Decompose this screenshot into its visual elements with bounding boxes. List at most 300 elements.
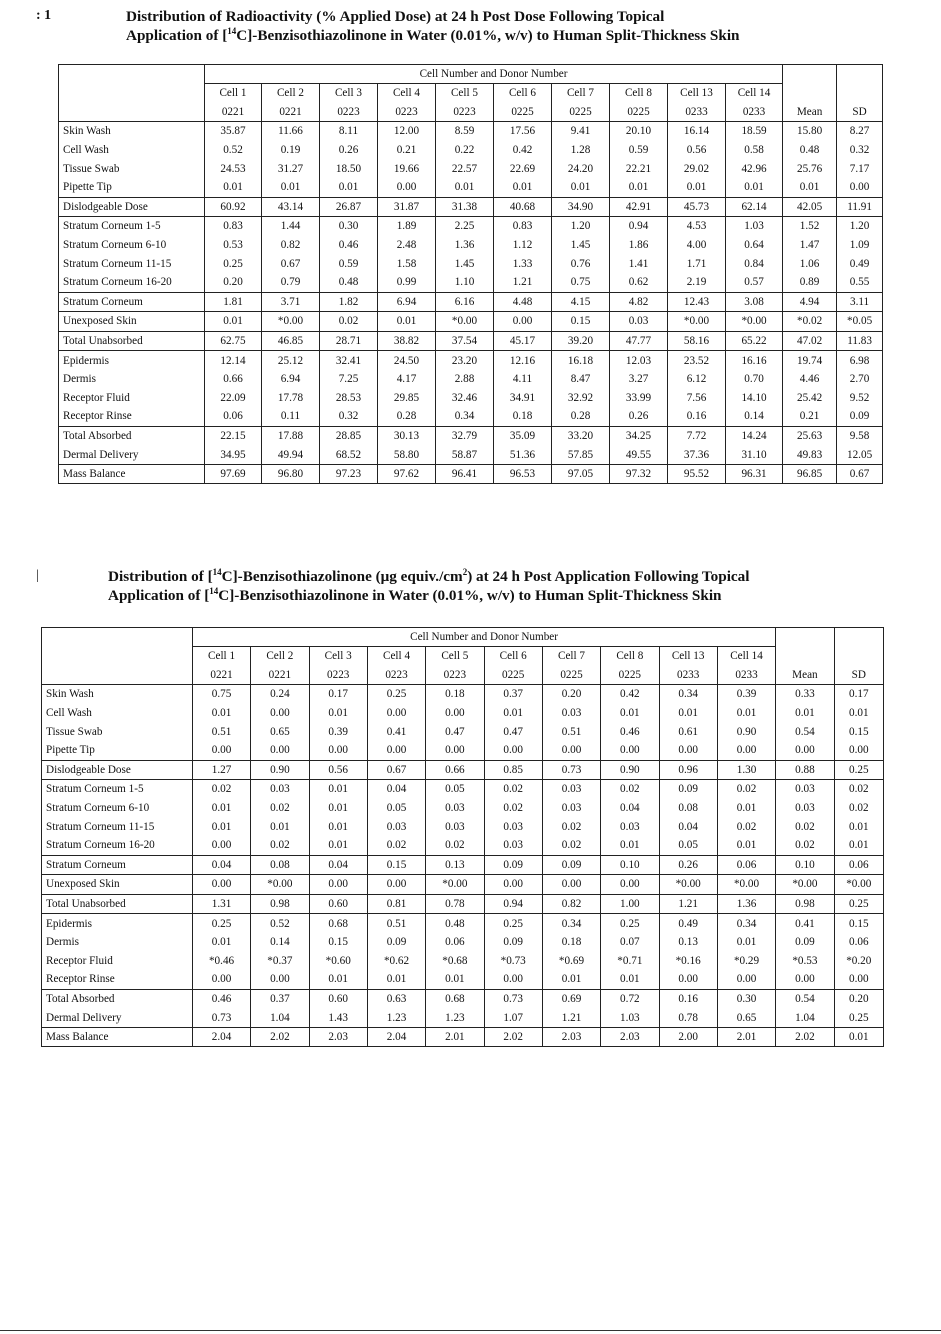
data-cell: 0.00: [367, 875, 425, 895]
data-cell: 6.94: [262, 370, 320, 389]
data-cell: 0.01: [205, 312, 262, 332]
sd-cell: 0.15: [848, 725, 869, 738]
data-cell: 2.01: [426, 1027, 484, 1047]
data-cell: 0.37: [484, 685, 542, 704]
data-cell: 0.15: [552, 312, 610, 332]
data-cell: 0.99: [378, 273, 436, 292]
data-cell: 0.28: [552, 407, 610, 426]
mean-cell: *0.02: [783, 312, 837, 332]
table-row: [42, 685, 884, 704]
data-cell: 65.22: [726, 331, 783, 351]
mean-header: Mean: [783, 103, 837, 122]
data-cell: 1.43: [309, 1008, 367, 1027]
data-cell: 30.13: [378, 426, 436, 445]
row-label: Mass Balance: [59, 464, 205, 484]
data-cell: 0.02: [542, 817, 600, 836]
data-cell: 1.58: [378, 254, 436, 273]
sd-cell: 0.00: [834, 741, 883, 760]
table-row: [42, 970, 884, 989]
data-cell: 0.00: [367, 704, 425, 723]
data-cell: 0.00: [717, 741, 775, 760]
mean-cell: 0.41: [776, 914, 834, 933]
data-cell: 28.71: [320, 331, 378, 351]
data-cell: 0.01: [309, 836, 367, 855]
data-cell: 46.85: [262, 331, 320, 351]
data-cell: *0.29: [717, 952, 775, 971]
data-cell: 97.23: [320, 464, 378, 484]
table2-title: [108, 567, 749, 605]
mean-cell: 49.83: [783, 445, 837, 464]
data-cell: 37.54: [436, 331, 494, 351]
donor-header: 0233: [717, 666, 775, 685]
data-cell: 1.81: [205, 292, 262, 312]
data-cell: 0.58: [726, 141, 783, 160]
table1-data-table: [58, 64, 883, 484]
sd-header-spacer: [837, 65, 883, 84]
data-cell: 0.46: [601, 722, 659, 741]
data-cell: 0.85: [484, 760, 542, 780]
data-cell: 0.00: [659, 970, 717, 989]
data-cell: 0.66: [426, 760, 484, 780]
mean-header: Mean: [776, 666, 834, 685]
data-cell: 40.68: [494, 197, 552, 217]
mean-cell: 19.74: [783, 351, 837, 370]
data-cell: 0.01: [494, 178, 552, 197]
data-cell: 0.42: [494, 141, 552, 160]
data-cell: 97.32: [610, 464, 668, 484]
sd-cell: 0.25: [834, 894, 883, 914]
data-cell: 29.02: [668, 159, 726, 178]
data-cell: 0.03: [484, 817, 542, 836]
data-cell: 96.31: [726, 464, 783, 484]
row-label: Stratum Corneum 16-20: [59, 273, 205, 292]
data-cell: 0.98: [251, 894, 309, 914]
header-row-group: [42, 628, 884, 647]
data-cell: 0.00: [426, 704, 484, 723]
mean-cell: 0.89: [783, 273, 837, 292]
donor-header: 0225: [601, 666, 659, 685]
data-cell: 1.36: [436, 236, 494, 255]
row-label: Dermal Delivery: [59, 445, 205, 464]
row-label: Stratum Corneum 11-15: [59, 254, 205, 273]
sd-cell: 0.02: [848, 802, 869, 815]
data-cell: 0.19: [262, 141, 320, 160]
donor-header: 0223: [309, 666, 367, 685]
data-cell: 0.01: [367, 970, 425, 989]
data-cell: 2.04: [367, 1027, 425, 1047]
data-cell: 12.43: [668, 292, 726, 312]
data-cell: 0.25: [192, 914, 250, 933]
data-cell: 0.01: [251, 817, 309, 836]
data-cell: 0.34: [659, 685, 717, 704]
data-cell: 1.12: [494, 236, 552, 255]
data-cell: 0.90: [601, 760, 659, 780]
data-cell: 95.52: [668, 464, 726, 484]
data-cell: 1.04: [251, 1008, 309, 1027]
corner-cell-3: [59, 103, 205, 122]
corner-cell-3: [42, 666, 193, 685]
table-row: [42, 894, 884, 914]
data-cell: 0.39: [717, 685, 775, 704]
data-cell: 0.03: [542, 799, 600, 818]
data-cell: 0.37: [251, 989, 309, 1008]
data-cell: 8.11: [320, 122, 378, 141]
data-cell: 0.34: [717, 914, 775, 933]
donor-header: 0223: [320, 103, 378, 122]
sd-cell: 0.67: [837, 464, 883, 484]
row-label: Dermal Delivery: [42, 1008, 193, 1027]
mean-cell: 0.01: [783, 178, 837, 197]
data-cell: 0.09: [659, 780, 717, 799]
data-cell: 0.42: [601, 685, 659, 704]
data-cell: 8.47: [552, 370, 610, 389]
data-cell: 22.15: [205, 426, 262, 445]
table-row: [59, 331, 883, 351]
data-cell: 0.41: [367, 722, 425, 741]
data-cell: 0.02: [484, 799, 542, 818]
donor-header: 0225: [484, 666, 542, 685]
data-cell: 0.65: [717, 1008, 775, 1027]
data-cell: 0.00: [484, 875, 542, 895]
data-cell: 0.00: [542, 741, 600, 760]
data-cell: 0.84: [726, 254, 783, 273]
table-row: [42, 989, 884, 1008]
data-cell: 0.94: [484, 894, 542, 914]
cell-header: Cell 8: [601, 647, 659, 666]
data-cell: 2.04: [192, 1027, 250, 1047]
header-row-donors: [59, 103, 883, 122]
data-cell: 62.14: [726, 197, 783, 217]
data-cell: 1.36: [717, 894, 775, 914]
data-cell: 0.83: [205, 217, 262, 236]
mean-cell: 0.00: [776, 970, 834, 989]
data-cell: 0.78: [426, 894, 484, 914]
data-cell: 0.20: [205, 273, 262, 292]
row-label: Dermis: [42, 933, 193, 952]
data-cell: 43.14: [262, 197, 320, 217]
data-cell: 0.01: [426, 970, 484, 989]
row-label: Receptor Fluid: [59, 389, 205, 408]
data-cell: 22.57: [436, 159, 494, 178]
table2-data-table: [41, 627, 884, 1047]
table-row: [42, 760, 884, 780]
sd-cell: 0.06: [848, 936, 869, 949]
table-row: [59, 370, 883, 389]
data-cell: 31.10: [726, 445, 783, 464]
table1-title-line2: Application of [$^{14}$C]-Benzisothiazolinone in Water (0.01%, w/v) to Human Split-Thickness Skin: [126, 25, 740, 44]
data-cell: 0.01: [601, 704, 659, 723]
data-cell: 0.26: [659, 855, 717, 875]
data-cell: 32.79: [436, 426, 494, 445]
cell-header: Cell 13: [668, 84, 726, 103]
row-label: Dermis: [59, 370, 205, 389]
data-cell: 0.75: [192, 685, 250, 704]
data-cell: 0.03: [426, 799, 484, 818]
data-cell: 0.04: [192, 855, 250, 875]
data-cell: 2.02: [484, 1027, 542, 1047]
header-row-donors: [42, 666, 884, 685]
sd-cell: 6.98: [849, 354, 870, 367]
sd-cell: 0.32: [849, 144, 870, 157]
data-cell: 0.16: [659, 989, 717, 1008]
row-label: Dislodgeable Dose: [42, 760, 193, 780]
sd-cell: *0.20: [846, 954, 872, 967]
data-cell: 0.20: [542, 685, 600, 704]
data-cell: 0.06: [426, 933, 484, 952]
row-label: Skin Wash: [42, 685, 193, 704]
mean-cell: 47.02: [783, 331, 837, 351]
data-cell: 0.90: [717, 722, 775, 741]
data-cell: 6.16: [436, 292, 494, 312]
cell-header: Cell 8: [610, 84, 668, 103]
data-cell: 49.55: [610, 445, 668, 464]
data-cell: 31.27: [262, 159, 320, 178]
data-cell: 31.87: [378, 197, 436, 217]
table-row: [59, 217, 883, 236]
data-cell: 1.21: [494, 273, 552, 292]
data-cell: 0.17: [309, 685, 367, 704]
data-cell: 0.01: [610, 178, 668, 197]
data-cell: 0.65: [251, 722, 309, 741]
sd-cell: *0.05: [837, 312, 883, 332]
data-cell: 7.72: [668, 426, 726, 445]
header-row-cells: [59, 84, 883, 103]
row-label: Stratum Corneum: [59, 292, 205, 312]
data-cell: 22.69: [494, 159, 552, 178]
data-cell: *0.62: [367, 952, 425, 971]
data-cell: 0.03: [484, 836, 542, 855]
data-cell: 45.73: [668, 197, 726, 217]
data-cell: 0.51: [542, 722, 600, 741]
cell-header: Cell 2: [251, 647, 309, 666]
row-label: Tissue Swab: [59, 159, 205, 178]
donor-header: 0221: [262, 103, 320, 122]
data-cell: 33.20: [552, 426, 610, 445]
data-cell: 0.69: [542, 989, 600, 1008]
data-cell: 0.30: [320, 217, 378, 236]
data-cell: 0.09: [542, 855, 600, 875]
data-cell: 96.80: [262, 464, 320, 484]
donor-header: 0221: [192, 666, 250, 685]
data-cell: 2.19: [668, 273, 726, 292]
mean-cell: 0.03: [776, 780, 834, 799]
data-cell: 2.48: [378, 236, 436, 255]
data-cell: 60.92: [205, 197, 262, 217]
table-row: [59, 273, 883, 292]
sd-cell: 0.01: [834, 836, 883, 855]
data-cell: 0.01: [309, 704, 367, 723]
cell-header: Cell 7: [552, 84, 610, 103]
mean-cell: 96.85: [783, 464, 837, 484]
data-cell: 6.12: [668, 370, 726, 389]
sd-cell: 0.55: [837, 273, 883, 292]
sd-cell: 12.05: [837, 445, 883, 464]
data-cell: 0.26: [610, 407, 668, 426]
data-cell: 0.46: [320, 236, 378, 255]
data-cell: 62.75: [205, 331, 262, 351]
data-cell: 1.41: [610, 254, 668, 273]
data-cell: 97.69: [205, 464, 262, 484]
data-cell: 0.03: [426, 817, 484, 836]
data-cell: 38.82: [378, 331, 436, 351]
data-cell: 0.59: [610, 141, 668, 160]
data-cell: 0.09: [484, 855, 542, 875]
data-cell: 0.52: [205, 141, 262, 160]
data-cell: 0.00: [659, 741, 717, 760]
data-cell: 0.14: [251, 933, 309, 952]
row-label: Skin Wash: [59, 122, 205, 141]
data-cell: 58.80: [378, 445, 436, 464]
data-cell: 0.14: [726, 407, 783, 426]
mean-cell: 4.94: [783, 292, 837, 312]
mean-cell: 0.88: [776, 760, 834, 780]
sd-cell: 3.11: [837, 292, 883, 312]
table-row: [59, 178, 883, 197]
data-cell: 0.04: [659, 817, 717, 836]
data-cell: 4.15: [552, 292, 610, 312]
sd-cell: 1.09: [849, 239, 870, 252]
data-cell: *0.00: [436, 312, 494, 332]
data-cell: 0.01: [192, 704, 250, 723]
data-cell: 6.94: [378, 292, 436, 312]
mean-cell: *0.53: [776, 952, 834, 971]
table-row: [42, 704, 884, 723]
cell-header: Cell 3: [309, 647, 367, 666]
data-cell: 0.02: [426, 836, 484, 855]
data-cell: 0.13: [426, 855, 484, 875]
mean-cell: 0.10: [776, 855, 834, 875]
table-row: [59, 159, 883, 178]
data-cell: 8.59: [436, 122, 494, 141]
cell-header: Cell 6: [484, 647, 542, 666]
table-row: [42, 933, 884, 952]
data-cell: 0.51: [367, 914, 425, 933]
data-cell: 0.63: [367, 989, 425, 1008]
data-cell: 0.03: [601, 817, 659, 836]
mean-cell: 1.04: [776, 1008, 834, 1027]
data-cell: 0.22: [436, 141, 494, 160]
table-row: [42, 780, 884, 799]
data-cell: 0.01: [668, 178, 726, 197]
data-cell: 0.06: [205, 407, 262, 426]
data-cell: 0.07: [601, 933, 659, 952]
data-cell: 0.18: [494, 407, 552, 426]
table-row: [59, 426, 883, 445]
data-cell: 0.01: [262, 178, 320, 197]
data-cell: 2.00: [659, 1027, 717, 1047]
data-cell: 97.62: [378, 464, 436, 484]
sd-cell: 0.17: [848, 688, 869, 701]
table-row: [59, 236, 883, 255]
data-cell: 26.87: [320, 197, 378, 217]
table1-title-line1: Distribution of Radioactivity (% Applied Dose) at 24 h Post Dose Following Topical: [126, 8, 665, 25]
data-cell: 0.56: [309, 760, 367, 780]
data-cell: 1.03: [601, 1008, 659, 1027]
table-row: [59, 197, 883, 217]
table-row: [59, 389, 883, 408]
row-label: Cell Wash: [42, 704, 193, 723]
data-cell: 1.21: [659, 894, 717, 914]
data-cell: *0.00: [659, 875, 717, 895]
mean-cell: 0.21: [783, 407, 837, 426]
mean-cell: 15.80: [783, 122, 837, 141]
data-cell: 23.20: [436, 351, 494, 370]
data-cell: 0.01: [659, 704, 717, 723]
mean-cell: 2.02: [776, 1027, 834, 1047]
sd-cell: *0.00: [834, 875, 883, 895]
row-label: Receptor Rinse: [59, 407, 205, 426]
data-cell: 28.85: [320, 426, 378, 445]
data-cell: 1.45: [436, 254, 494, 273]
data-cell: 4.82: [610, 292, 668, 312]
data-cell: 0.11: [262, 407, 320, 426]
data-cell: 0.28: [378, 407, 436, 426]
data-cell: 0.02: [320, 312, 378, 332]
data-cell: 0.68: [309, 914, 367, 933]
data-cell: 0.52: [251, 914, 309, 933]
data-cell: 0.66: [205, 370, 262, 389]
cell-header: Cell 3: [320, 84, 378, 103]
data-cell: 0.32: [320, 407, 378, 426]
table1-body: [59, 65, 883, 484]
data-cell: 0.79: [262, 273, 320, 292]
data-cell: 0.05: [367, 799, 425, 818]
cell-header: Cell 5: [436, 84, 494, 103]
data-cell: 0.02: [717, 780, 775, 799]
data-cell: 0.53: [205, 236, 262, 255]
donor-header: 0225: [494, 103, 552, 122]
data-cell: 0.03: [542, 704, 600, 723]
data-cell: 0.49: [659, 914, 717, 933]
data-cell: 0.01: [320, 178, 378, 197]
table-row: [42, 836, 884, 855]
table-row: [59, 407, 883, 426]
sd-cell: 0.01: [848, 820, 869, 833]
data-cell: 25.12: [262, 351, 320, 370]
table-row: [42, 1027, 884, 1047]
data-cell: 96.53: [494, 464, 552, 484]
sd-cell: 11.83: [837, 331, 883, 351]
data-cell: 0.01: [601, 836, 659, 855]
data-cell: 0.00: [601, 875, 659, 895]
data-cell: 0.08: [251, 855, 309, 875]
donor-header: 0225: [542, 666, 600, 685]
mean-cell: 1.06: [783, 254, 837, 273]
donor-header: 0221: [205, 103, 262, 122]
row-label: Stratum Corneum 16-20: [42, 836, 193, 855]
row-label: Stratum Corneum: [42, 855, 193, 875]
data-cell: 2.88: [436, 370, 494, 389]
table2-number: |: [36, 568, 39, 583]
data-cell: 0.00: [309, 875, 367, 895]
data-cell: 0.04: [367, 780, 425, 799]
cell-header: Cell 1: [205, 84, 262, 103]
data-cell: 58.16: [668, 331, 726, 351]
row-label: Mass Balance: [42, 1027, 193, 1047]
table-row: [59, 122, 883, 141]
data-cell: 42.91: [610, 197, 668, 217]
donor-header: 0223: [436, 103, 494, 122]
mean-header-spacer-2: [783, 84, 837, 103]
data-cell: 0.02: [367, 836, 425, 855]
data-cell: 1.31: [192, 894, 250, 914]
data-cell: 0.78: [659, 1008, 717, 1027]
data-cell: 0.75: [552, 273, 610, 292]
data-cell: *0.00: [717, 875, 775, 895]
cell-header: Cell 1: [192, 647, 250, 666]
data-cell: 23.52: [668, 351, 726, 370]
data-cell: 3.71: [262, 292, 320, 312]
